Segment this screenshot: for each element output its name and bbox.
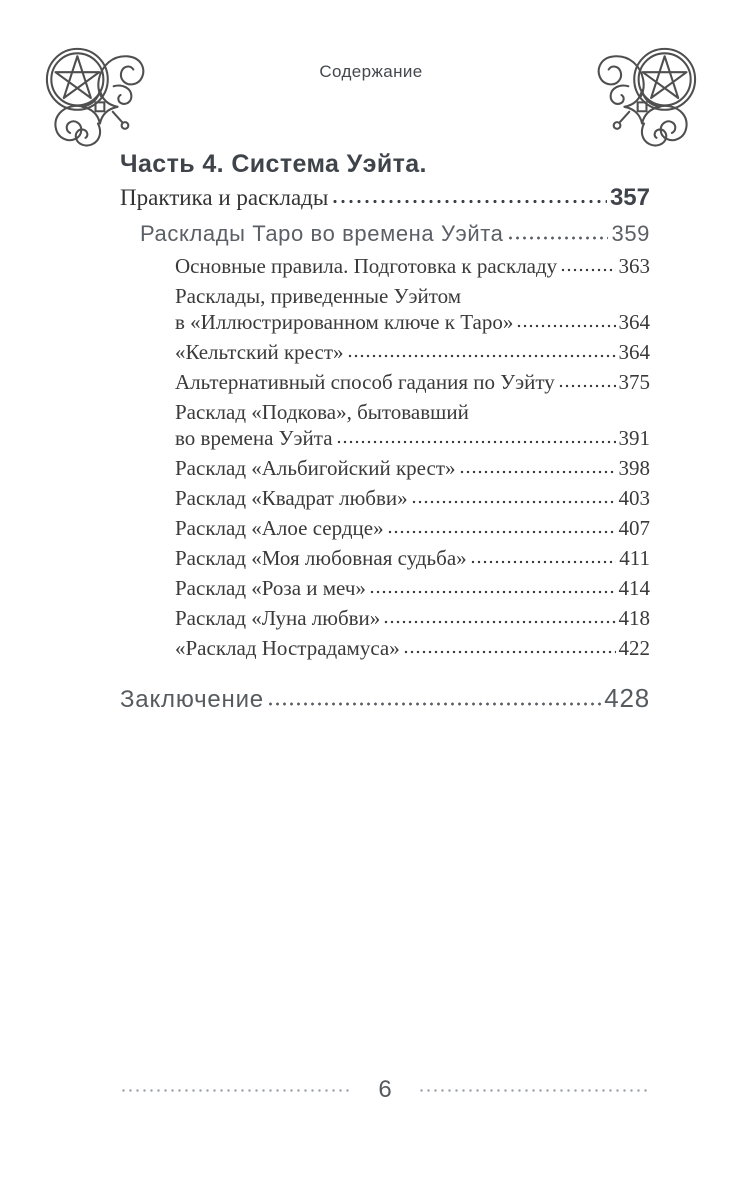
toc-entry-row (175, 425, 650, 451)
dot-leader (336, 437, 616, 445)
dot-leader (331, 197, 607, 205)
footer-dotted-rule (418, 1089, 650, 1092)
part-title-line2: Практика и расклады (120, 185, 329, 210)
page-footer (120, 1076, 650, 1104)
toc-entry-page-number: 375 (618, 370, 650, 394)
dot-leader (459, 467, 616, 475)
dot-leader (267, 699, 601, 707)
toc-entry (175, 545, 650, 571)
toc-entry-row (175, 485, 650, 511)
toc-entry-title: Расклад «Квадрат любви» (175, 486, 408, 510)
folio-page-number: 6 (378, 1076, 392, 1103)
dot-leader (347, 351, 616, 359)
toc-entry (175, 369, 650, 395)
pentagram-ornament-icon (592, 44, 700, 150)
toc-entry-page-number: 422 (618, 636, 650, 660)
pentagram-ornament-icon (42, 44, 150, 150)
part-heading (120, 148, 650, 215)
toc-entry (175, 455, 650, 481)
toc-entry-row (175, 545, 650, 571)
toc-entry-row (175, 309, 650, 335)
toc-entry-title: Расклад «Альбигойский крест» (175, 456, 456, 480)
dot-leader (560, 265, 615, 273)
table-of-contents (120, 148, 650, 717)
footer-dotted-rule (120, 1089, 352, 1092)
toc-entry-page-number: 391 (618, 426, 650, 450)
toc-entry-title: в «Иллюстрированном ключе к Таро» (175, 310, 514, 334)
toc-entry (175, 399, 650, 451)
toc-entry-title: Расклад «Роза и меч» (175, 576, 366, 600)
dot-leader (507, 233, 609, 241)
toc-entry-page-number: 411 (619, 546, 650, 570)
toc-entry-page-number: 418 (618, 606, 650, 630)
conclusion-title: Заключение (120, 686, 264, 713)
toc-entry-page-number: 363 (618, 254, 650, 278)
toc-entry (175, 635, 650, 661)
conclusion-page-number: 428 (604, 683, 650, 713)
toc-entry-title: во времена Уэйта (175, 426, 333, 450)
toc-entry (175, 515, 650, 541)
dot-leader (369, 587, 616, 595)
dot-leader (558, 381, 616, 389)
toc-entry-title: «Кельтский крест» (175, 340, 344, 364)
toc-entry (175, 339, 650, 365)
toc-entry-title: Расклад «Подкова», бытовавший (175, 400, 469, 424)
conclusion-row (120, 681, 650, 717)
toc-entry-page-number: 398 (618, 456, 650, 480)
toc-entry-title: Альтернативный способ гадания по Уэйту (175, 370, 555, 394)
section-title: Расклады Таро во времена Уэйта (140, 221, 504, 246)
toc-entry-title: «Расклад Нострадамуса» (175, 636, 400, 660)
part-title-line1: Часть 4. Система Уэйта. (120, 150, 427, 178)
toc-entry (175, 485, 650, 511)
running-head-title: Содержание (319, 62, 423, 81)
toc-entry-row (175, 515, 650, 541)
toc-entry-continuation-line (175, 283, 650, 309)
dot-leader (403, 647, 616, 655)
toc-entry-row (175, 575, 650, 601)
toc-entry-page-number: 414 (618, 576, 650, 600)
dot-leader (516, 321, 615, 329)
toc-entry-row (175, 605, 650, 631)
toc-entry (175, 253, 650, 279)
section-row (140, 219, 650, 249)
toc-entry-row (175, 253, 650, 279)
toc-entry-page-number: 403 (618, 486, 650, 510)
toc-entry (175, 283, 650, 335)
toc-entry-title: Основные правила. Подготовка к раскладу (175, 254, 558, 278)
toc-entry (175, 605, 650, 631)
part-page-number: 357 (609, 184, 650, 211)
toc-entry-row (175, 455, 650, 481)
toc-entry-title: Расклад «Алое сердце» (175, 516, 384, 540)
toc-entry-row (175, 635, 650, 661)
toc-entry-list (175, 253, 650, 661)
section-page-number: 359 (611, 221, 650, 246)
toc-entry-title: Расклад «Моя любовная судьба» (175, 546, 467, 570)
dot-leader (383, 617, 615, 625)
toc-entry-page-number: 364 (618, 310, 650, 334)
toc-entry-page-number: 407 (618, 516, 650, 540)
toc-entry (175, 575, 650, 601)
dot-leader (470, 557, 617, 565)
toc-entry-row (175, 339, 650, 365)
toc-entry-continuation-line (175, 399, 650, 425)
toc-entry-title: Расклады, приведенные Уэйтом (175, 284, 462, 308)
toc-entry-row (175, 369, 650, 395)
dot-leader (387, 527, 616, 535)
dot-leader (411, 497, 616, 505)
part-title-row (120, 181, 650, 215)
toc-entry-title: Расклад «Луна любви» (175, 606, 381, 630)
toc-entry-page-number: 364 (618, 340, 650, 364)
